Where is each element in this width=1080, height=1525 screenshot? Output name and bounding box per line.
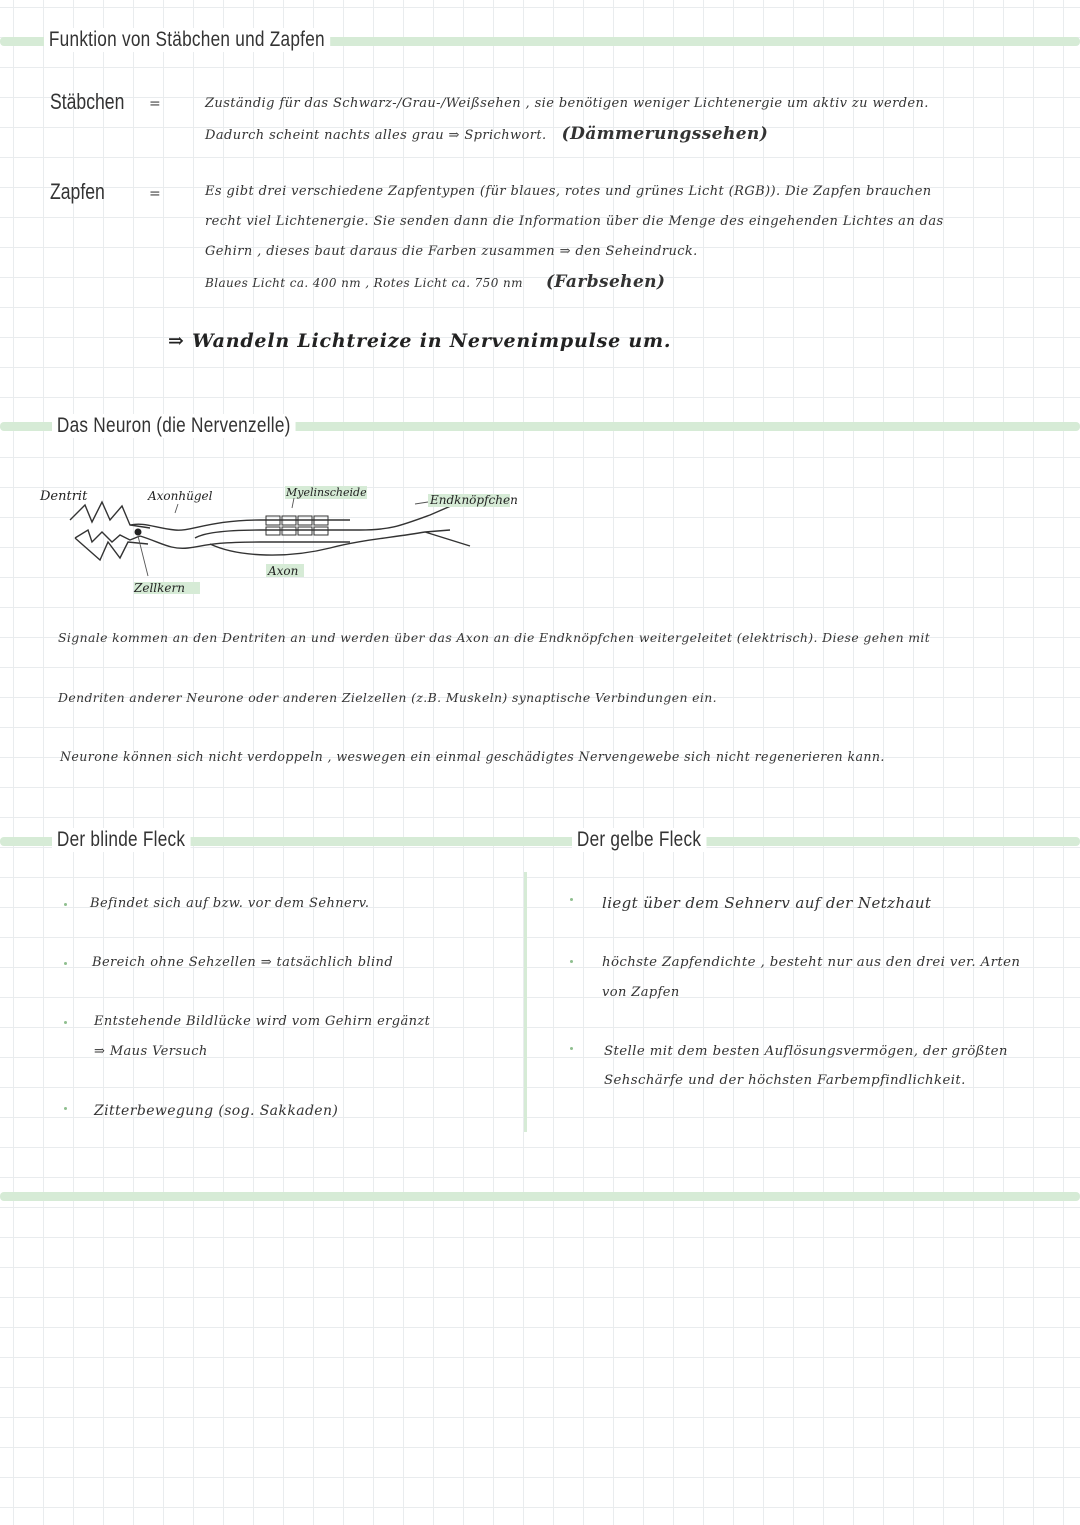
label-axon: Axon [268, 564, 299, 578]
bullet-dot [64, 1107, 67, 1110]
section-title-neuron: Das Neuron (die Nervenzelle) [52, 414, 296, 438]
gelb-cont-1: von Zapfen [602, 985, 680, 1000]
staebchen-line1: Zuständig für das Schwarz-/Grau-/Weißsehen , sie benötigen weniger Lichtenergie um aktiv zu werden. [205, 96, 929, 111]
neuron-text2: Dendriten anderer Neurone oder anderen Zielzellen (z.B. Muskeln) synaptische Verbindungen ein. [58, 690, 717, 705]
neuron-text3: Neurone können sich nicht verdoppeln , weswegen ein einmal geschädigtes Nervengewebe sich nicht regenerieren kann. [60, 749, 885, 764]
neuron-diagram [30, 480, 590, 610]
bottom-bar [0, 1192, 1080, 1201]
blind-sub-maus: ⇒ Maus Versuch [94, 1044, 208, 1059]
gelb-bullet-1: liegt über dem Sehnerv auf der Netzhaut [602, 894, 932, 912]
label-zapfen: Zapfen [50, 179, 105, 204]
bullet-dot [570, 898, 573, 901]
axon-body [195, 502, 470, 555]
section-title-staebchen-zapfen: Funktion von Stäbchen und Zapfen [44, 28, 330, 52]
zapfen-line3: Gehirn , dieses baut daraus die Farben zusammen ⇒ den Seheindruck. [205, 244, 698, 259]
label-staebchen: Stäbchen [50, 89, 125, 114]
zellkern-dot [135, 529, 142, 536]
staebchen-line2-wrap [205, 124, 768, 144]
bullet-dot [64, 903, 67, 906]
soma-outline [130, 520, 350, 548]
gelb-cont-2: Sehschärfe und der höchsten Farbempfindlichkeit. [604, 1073, 966, 1088]
label-zellkern: Zellkern [134, 581, 185, 595]
gelb-bullet-3: Stelle mit dem besten Auflösungsvermögen, der größten [604, 1044, 1008, 1059]
zapfen-line4: Blaues Licht ca. 400 nm , Rotes Licht ca. 750 nm [205, 276, 523, 290]
blind-bullet-4: Zitterbewegung (sog. Sakkaden) [94, 1103, 339, 1119]
equals-zapfen: = [149, 186, 161, 202]
blind-bullet-1: Befindet sich auf bzw. vor dem Sehnerv. [90, 896, 370, 911]
column-divider [524, 872, 527, 1132]
label-dentrit: Dentrit [40, 489, 88, 504]
bullet-dot [570, 1047, 573, 1050]
label-axonhuegel: Axonhügel [148, 489, 213, 503]
zapfen-line2: recht viel Lichtenergie. Sie senden dann die Information über die Menge des eingehenden Lichtes an das [205, 214, 944, 229]
zapfen-line1: Es gibt drei verschiedene Zapfentypen (für blaues, rotes und grünes Licht (RGB)). Die Zapfen brauchen [205, 184, 932, 199]
gelb-bullet-2: höchste Zapfendichte , besteht nur aus den drei ver. Arten [602, 955, 1021, 970]
zapfen-line4-wrap [205, 272, 665, 292]
summary-lichtreize: ⇒ Wandeln Lichtreize in Nervenimpulse um. [168, 330, 672, 352]
bullet-dot [64, 1021, 67, 1024]
neuron-text1: Signale kommen an den Dentriten an und werden über das Axon an die Endknöpfchen weitergeleitet (elektrisch). Diese gehen mit [58, 630, 931, 645]
label-myelinscheide: Myelinscheide [286, 486, 367, 499]
staebchen-line2: Dadurch scheint nachts alles grau ⇒ Sprichwort. [205, 128, 547, 143]
section-title-gelber-fleck: Der gelbe Fleck [572, 828, 706, 852]
blind-bullet-3: Entstehende Bildlücke wird vom Gehirn ergänzt [94, 1014, 431, 1029]
myelin-segments [266, 516, 328, 535]
label-endknoepfchen: Endknöpfchen [430, 493, 518, 507]
farbsehen: (Farbsehen) [545, 272, 666, 292]
blind-bullet-2: Bereich ohne Sehzellen ⇒ tatsächlich blind [92, 955, 394, 970]
bullet-dot [570, 960, 573, 963]
bullet-dot [64, 962, 67, 965]
section-title-blinder-fleck: Der blinde Fleck [52, 828, 190, 852]
equals-staebchen: = [149, 96, 161, 112]
daemmerungssehen: (Dämmerungssehen) [561, 124, 769, 144]
